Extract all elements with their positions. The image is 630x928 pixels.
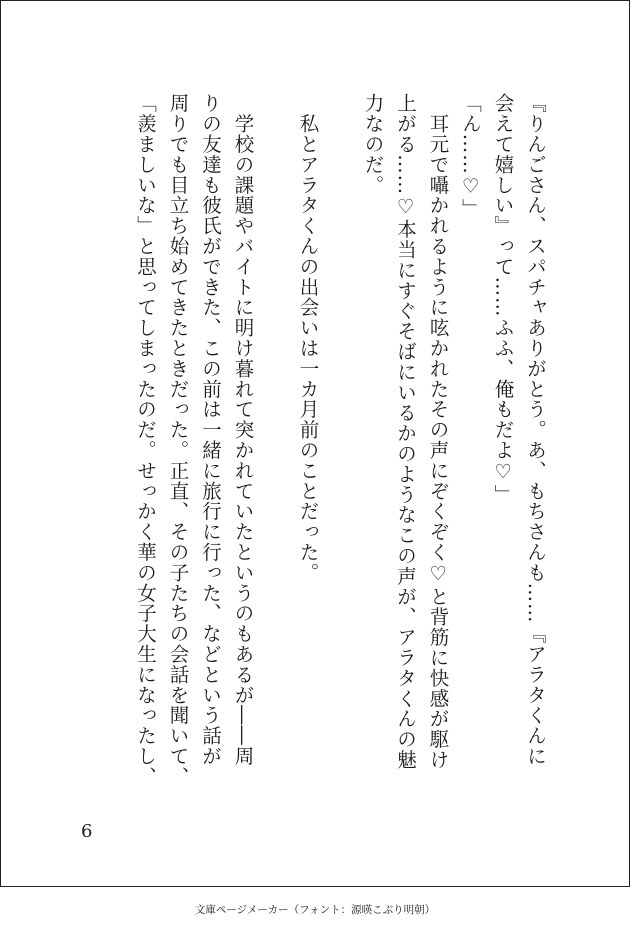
- blank-line: [324, 93, 357, 813]
- text-line: 耳元で囁かれるように呟かれたその声にぞくぞく♡と背筋に快感が駆け: [426, 93, 450, 770]
- footer-credit: 文庫ページメーカー（フォント：源暎こぶり明朝）: [194, 904, 436, 916]
- text-line: 私とアラタくんの出会いは一カ月前のことだった。: [296, 93, 320, 583]
- text-line: 学校の課題やバイトに明け暮れて突かれていたというのもあるが――周: [231, 93, 255, 767]
- text-line: りの友達も彼氏ができた、この前は一緒に旅行に行った、などという話が: [199, 93, 222, 767]
- text-line: 「ん……♡」: [459, 93, 482, 219]
- page-number: 6: [81, 821, 93, 842]
- text-line: 上がる……♡本当にすぐそばにいるかのようなこの声が、アラタくんの魅: [394, 93, 417, 770]
- text-line: 会えて嬉しい』って……ふふ、俺もだよ♡」: [491, 93, 515, 505]
- text-line: 周りでも目立ち始めてきたときだった。正直、その子たちの会話を聞いて、: [166, 93, 190, 787]
- text-line: 『りんごさん、スパチャありがとう。あ、もちさんも……『アラタくんに: [524, 93, 547, 767]
- text-line: 力なのだ。: [361, 93, 385, 195]
- text-line: 「羨ましいな」と思ってしまったのだ。せっかく華の女子大生になったし、: [134, 93, 157, 787]
- vertical-text-body: [71, 93, 551, 813]
- blank-line: [259, 93, 292, 813]
